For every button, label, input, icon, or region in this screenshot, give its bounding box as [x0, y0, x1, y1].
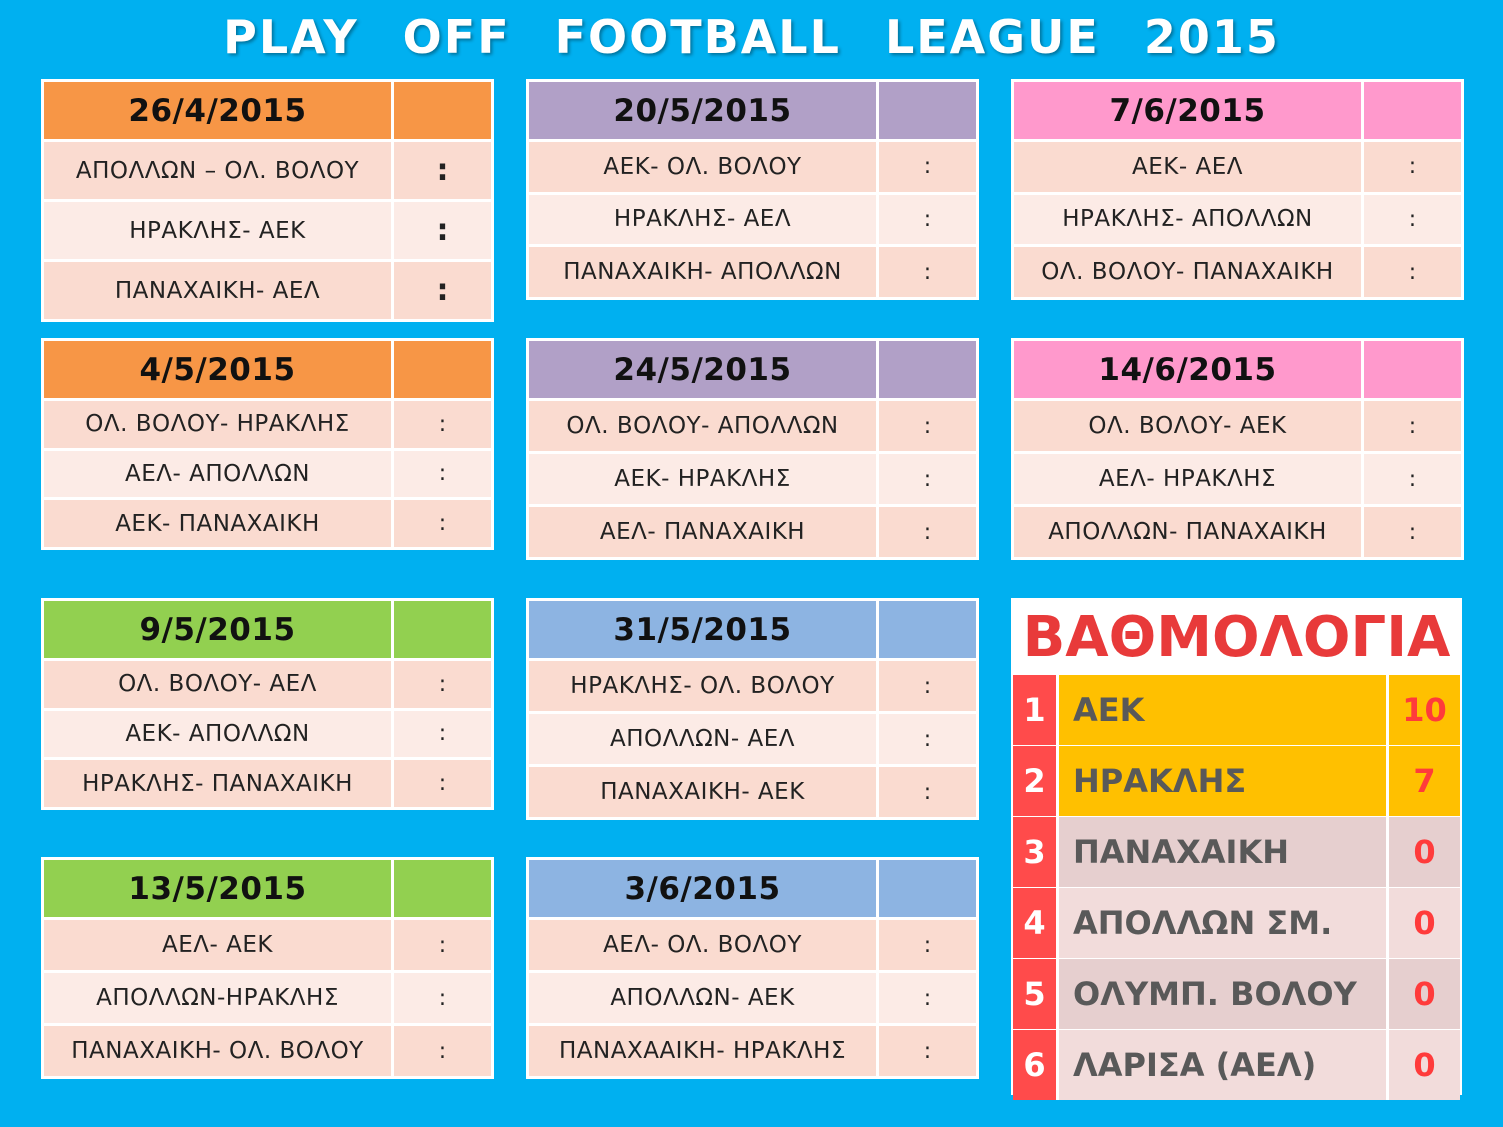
matchday-date: 9/5/2015	[43, 600, 393, 660]
matchday-table	[41, 857, 494, 1079]
match-teams: ΠΑΝΑΧΑΑΙΚΗ- ΗΡΑΚΛΗΣ	[528, 1025, 878, 1078]
match-teams: ΗΡΑΚΛΗΣ- ΑΕΚ	[43, 201, 393, 261]
match-score: :	[878, 713, 978, 766]
matchday-date: 13/5/2015	[43, 859, 393, 919]
matchday-table	[1011, 79, 1464, 300]
matchday-header-blank	[393, 340, 493, 400]
match-teams: ΗΡΑΚΛΗΣ- ΟΛ. ΒΟΛΟΥ	[528, 660, 878, 713]
matchday-header-blank	[393, 81, 493, 141]
standings-row	[1013, 746, 1460, 816]
standings-team: ΑΠΟΛΛΩΝ ΣΜ.	[1059, 888, 1389, 958]
match-teams: ΗΡΑΚΛΗΣ- ΠΑΝΑΧΑΙΚΗ	[43, 759, 393, 809]
match-teams: ΠΑΝΑΧΑΙΚΗ- ΑΕΛ	[43, 261, 393, 321]
matchday-header-blank	[1363, 340, 1463, 400]
standings-rank: 2	[1013, 746, 1059, 816]
match-score: :	[878, 453, 978, 506]
match-score: :	[1363, 193, 1463, 246]
match-score: :	[878, 193, 978, 246]
match-teams: ΠΑΝΑΧΑΙΚΗ- ΟΛ. ΒΟΛΟΥ	[43, 1025, 393, 1078]
match-teams: ΟΛ. ΒΟΛΟΥ- ΗΡΑΚΛΗΣ	[43, 400, 393, 450]
match-score: :	[1363, 453, 1463, 506]
match-teams: ΑΕΚ- ΠΑΝΑΧΑΙΚΗ	[43, 499, 393, 549]
matchday-header-blank	[393, 859, 493, 919]
match-score: :	[1363, 141, 1463, 194]
match-score: :	[878, 972, 978, 1025]
match-teams: ΑΕΛ- ΟΛ. ΒΟΛΟΥ	[528, 919, 878, 972]
standings-row	[1013, 817, 1460, 887]
matchday-header-blank	[878, 859, 978, 919]
matchday-table	[41, 338, 494, 550]
standings-points: 0	[1389, 959, 1460, 1029]
match-teams: ΑΠΟΛΛΩΝ- ΑΕΛ	[528, 713, 878, 766]
matchday-header-blank	[393, 600, 493, 660]
matchday-table	[526, 79, 979, 300]
match-score: :	[393, 660, 493, 710]
match-teams: ΑΠΟΛΛΩΝ- ΠΑΝΑΧΑΙΚΗ	[1013, 506, 1363, 559]
match-score: :	[393, 759, 493, 809]
matchday-table	[1011, 338, 1464, 560]
matchday-table	[41, 79, 494, 322]
match-score: :	[393, 1025, 493, 1078]
match-score: :	[878, 766, 978, 819]
standings-row	[1013, 1030, 1460, 1100]
match-score: :	[393, 499, 493, 549]
standings-title: ΒΑΘΜΟΛΟΓΙΑ	[1022, 605, 1451, 670]
matchday-date: 26/4/2015	[43, 81, 393, 141]
match-score: :	[878, 400, 978, 453]
standings-team: ΟΛΥΜΠ. ΒΟΛΟΥ	[1059, 959, 1389, 1029]
matchday-header-blank	[878, 81, 978, 141]
page-title: PLAY OFF FOOTBALL LEAGUE 2015	[223, 10, 1280, 64]
matchday-table	[526, 857, 979, 1079]
match-teams: ΑΕΛ- ΑΠΟΛΛΩΝ	[43, 449, 393, 499]
match-teams: ΠΑΝΑΧΑΙΚΗ- ΑΠΟΛΛΩΝ	[528, 246, 878, 299]
match-score: :	[878, 246, 978, 299]
match-score: :	[878, 141, 978, 194]
match-score: :	[878, 1025, 978, 1078]
match-score: :	[393, 709, 493, 759]
matchday-header-blank	[878, 340, 978, 400]
standings-rank: 1	[1013, 675, 1059, 745]
match-teams: ΑΕΛ- ΠΑΝΑΧΑΙΚΗ	[528, 506, 878, 559]
matchday-table	[526, 338, 979, 560]
match-teams: ΗΡΑΚΛΗΣ- ΑΠΟΛΛΩΝ	[1013, 193, 1363, 246]
standings-points: 0	[1389, 817, 1460, 887]
matchday-date: 4/5/2015	[43, 340, 393, 400]
match-score: :	[393, 972, 493, 1025]
match-teams: ΟΛ. ΒΟΛΟΥ- ΑΕΚ	[1013, 400, 1363, 453]
standings-points: 0	[1389, 1030, 1460, 1100]
matchday-date: 3/6/2015	[528, 859, 878, 919]
matchday-date: 31/5/2015	[528, 600, 878, 660]
match-teams: ΑΕΚ- ΑΠΟΛΛΩΝ	[43, 709, 393, 759]
matchday-header-blank	[1363, 81, 1463, 141]
standings-points: 10	[1389, 675, 1460, 745]
matchday-header-blank	[878, 600, 978, 660]
match-score: :	[393, 400, 493, 450]
standings-rank: 6	[1013, 1030, 1059, 1100]
standings-row	[1013, 888, 1460, 958]
match-teams: ΑΕΚ- ΗΡΑΚΛΗΣ	[528, 453, 878, 506]
standings-points: 0	[1389, 888, 1460, 958]
match-score: :	[393, 919, 493, 972]
match-score: :	[878, 506, 978, 559]
standings-team: ΛΑΡΙΣΑ (ΑΕΛ)	[1059, 1030, 1389, 1100]
standings-rank: 3	[1013, 817, 1059, 887]
match-teams: ΑΕΚ- ΟΛ. ΒΟΛΟΥ	[528, 141, 878, 194]
match-teams: ΑΕΛ- ΑΕΚ	[43, 919, 393, 972]
match-teams: ΗΡΑΚΛΗΣ- ΑΕΛ	[528, 193, 878, 246]
standings-team: ΠΑΝΑΧΑΙΚΗ	[1059, 817, 1389, 887]
match-score: :	[393, 449, 493, 499]
match-score: :	[393, 201, 493, 261]
matchday-date: 24/5/2015	[528, 340, 878, 400]
matchday-date: 14/6/2015	[1013, 340, 1363, 400]
match-score: :	[393, 261, 493, 321]
matchday-date: 20/5/2015	[528, 81, 878, 141]
standings-team: ΗΡΑΚΛΗΣ	[1059, 746, 1389, 816]
matchday-table	[41, 598, 494, 810]
match-teams: ΠΑΝΑΧΑΙΚΗ- ΑΕΚ	[528, 766, 878, 819]
standings-rank: 4	[1013, 888, 1059, 958]
match-score: :	[878, 919, 978, 972]
match-teams: ΑΕΚ- ΑΕΛ	[1013, 141, 1363, 194]
matchday-table	[526, 598, 979, 820]
match-score: :	[1363, 400, 1463, 453]
match-teams: ΟΛ. ΒΟΛΟΥ- ΑΕΛ	[43, 660, 393, 710]
standings-row	[1013, 959, 1460, 1029]
standings-row	[1013, 675, 1460, 745]
standings-table	[1011, 598, 1462, 1095]
match-score: :	[393, 141, 493, 201]
match-teams: ΑΠΟΛΛΩΝ – ΟΛ. ΒΟΛΟΥ	[43, 141, 393, 201]
matchday-date: 7/6/2015	[1013, 81, 1363, 141]
match-teams: ΟΛ. ΒΟΛΟΥ- ΠΑΝΑΧΑΙΚΗ	[1013, 246, 1363, 299]
match-teams: ΑΠΟΛΛΩΝ-ΗΡΑΚΛΗΣ	[43, 972, 393, 1025]
match-score: :	[1363, 506, 1463, 559]
standings-rank: 5	[1013, 959, 1059, 1029]
match-teams: ΑΕΛ- ΗΡΑΚΛΗΣ	[1013, 453, 1363, 506]
match-teams: ΑΠΟΛΛΩΝ- ΑΕΚ	[528, 972, 878, 1025]
standings-points: 7	[1389, 746, 1460, 816]
match-score: :	[1363, 246, 1463, 299]
standings-team: ΑΕΚ	[1059, 675, 1389, 745]
match-score: :	[878, 660, 978, 713]
match-teams: ΟΛ. ΒΟΛΟΥ- ΑΠΟΛΛΩΝ	[528, 400, 878, 453]
